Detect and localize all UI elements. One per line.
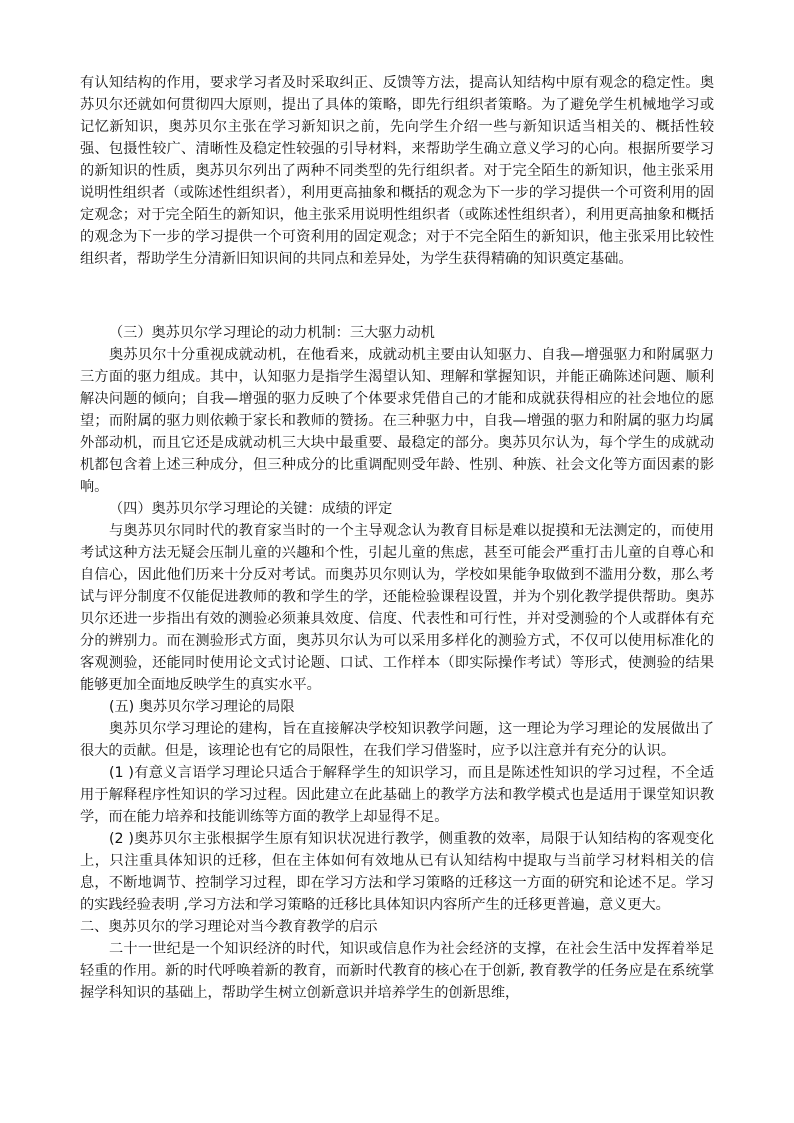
paragraph-limitations-intro: 奥苏贝尔学习理论的建构，旨在直接解决学校知识教学问题，这一理论为学习理论的发展做出了很大的贡献。但是，该理论也有它的局限性，在我们学习借鉴时，应予以注意并有充分的认识。: [80, 721, 714, 759]
heading-implications: 二、奥苏贝尔的学习理论对当今教育教学的启示: [80, 919, 378, 935]
document-page: [80, 72, 714, 1004]
paragraph-implications: 二十一世纪是一个知识经济的时代，知识或信息作为社会经济的支撑，在社会生活中发挥着举足轻重的作用。新的时代呼唤着新的教育，而新时代教育的核心在于创新, 教育教学的任务应是在系统掌握学科知识的基础上，帮助学生树立创新意识并培养学生的创新思维，: [80, 941, 714, 1001]
section-gap: [80, 270, 714, 322]
paragraph-limitation-1: (1 )有意义言语学习理论只适合于解释学生的知识学习，而且是陈述性知识的学习过程，不全适用于解释程序性知识的学习过程。因此建立在此基础上的教学方法和教学模式也是适用于课堂知识教学，而在能力培养和技能训练等方面的教学上却显得不足。: [80, 765, 714, 825]
heading-assessment: （四）奥苏贝尔学习理论的关键：成绩的评定: [109, 501, 393, 517]
paragraph-organizer-strategy: 有认知结构的作用，要求学习者及时采取纠正、反馈等方法，提高认知结构中原有观念的稳定性。奥苏贝尔还就如何贯彻四大原则，提出了具体的策略，即先行组织者策略。为了避免学生机械地学习或记忆新知识，奥苏贝尔主张在学习新知识之前，先向学生介绍一些与新知识适当相关的、概括性较强、包摄性较广、清晰性及稳定性较强的引导材料，来帮助学生确立意义学习的心向。根据所要学习的新知识的性质，奥苏贝尔列出了两种不同类型的先行组织者。对于完全陌生的新知识，他主张采用说明性组织者（或陈述性组织者），利用更高抽象和概括的观念为下一步的学习提供一个可资利用的固定观念；对于完全陌生的新知识，他主张采用说明性组织者（或陈述性组织者），利用更高抽象和概括的观念为下一步的学习提供一个可资利用的固定观念；对于不完全陌生的新知识，他主张采用比较性组织者，帮助学生分清新旧知识间的共同点和差异处，为学生获得精确的知识奠定基础。: [80, 75, 714, 267]
paragraph-assessment: 与奥苏贝尔同时代的教育家当时的一个主导观念认为教育目标是难以捉摸和无法测定的，而使用考试这种方法无疑会压制儿童的兴趣和个性，引起儿童的焦虑，甚至可能会严重打击儿童的自尊心和自信心，因此他们历来十分反对考试。而奥苏贝尔则认为，学校如果能争取做到不滥用分数，那么考试与评分制度不仅能促进教师的教和学生的学，还能检验课程设置，并为个别化教学提供帮助。奥苏贝尔还进一步指出有效的测验必须兼具效度、信度、代表性和可行性，并对受测验的个人或群体有充分的辨别力。而在测验形式方面，奥苏贝尔认为可以采用多样化的测验方式，不仅可以使用标准化的客观测验，还能同时使用论文式讨论题、口试、工作样本（即实际操作考试）等形式，使测验的结果能够更加全面地反映学生的真实水平。: [80, 523, 714, 693]
heading-motivation-mechanism: （三）奥苏贝尔学习理论的动力机制：三大驱力动机: [109, 325, 435, 341]
paragraph-limitation-2: (2 )奥苏贝尔主张根据学生原有知识状况进行教学，侧重教的效率，局限于认知结构的客观变化上，只注重具体知识的迁移，但在主体如何有效地从已有认知结构中提取与当前学习材料相关的信息，不断地调节、控制学习过程，即在学习方法和学习策略的迁移这一方面的研究和论述不足。学习的实践经验表明 ,学习方法和学习策略的迁移比具体知识内容所产生的迁移更普遍，意义更大。: [80, 831, 714, 913]
heading-limitations: (五) 奥苏贝尔学习理论的局限: [109, 699, 295, 715]
paragraph-achievement-motivation: 奥苏贝尔十分重视成就动机，在他看来，成就动机主要由认知驱力、自我—增强驱力和附属驱力三方面的驱力组成。其中，认知驱力是指学生渴望认知、理解和掌握知识，并能正确陈述问题、顺利解决问题的倾向；自我—增强的驱力反映了个体要求凭借自己的才能和成就获得相应的社会地位的愿望；而附属的驱力则依赖于家长和教师的赞扬。在三种驱力中，自我—增强的驱力和附属的驱力均属外部动机，而且它还是成就动机三大块中最重要、最稳定的部分。奥苏贝尔认为，每个学生的成就动机都包含着上述三种成分，但三种成分的比重调配则受年龄、性别、种族、社会文化等方面因素的影响。: [80, 347, 714, 495]
